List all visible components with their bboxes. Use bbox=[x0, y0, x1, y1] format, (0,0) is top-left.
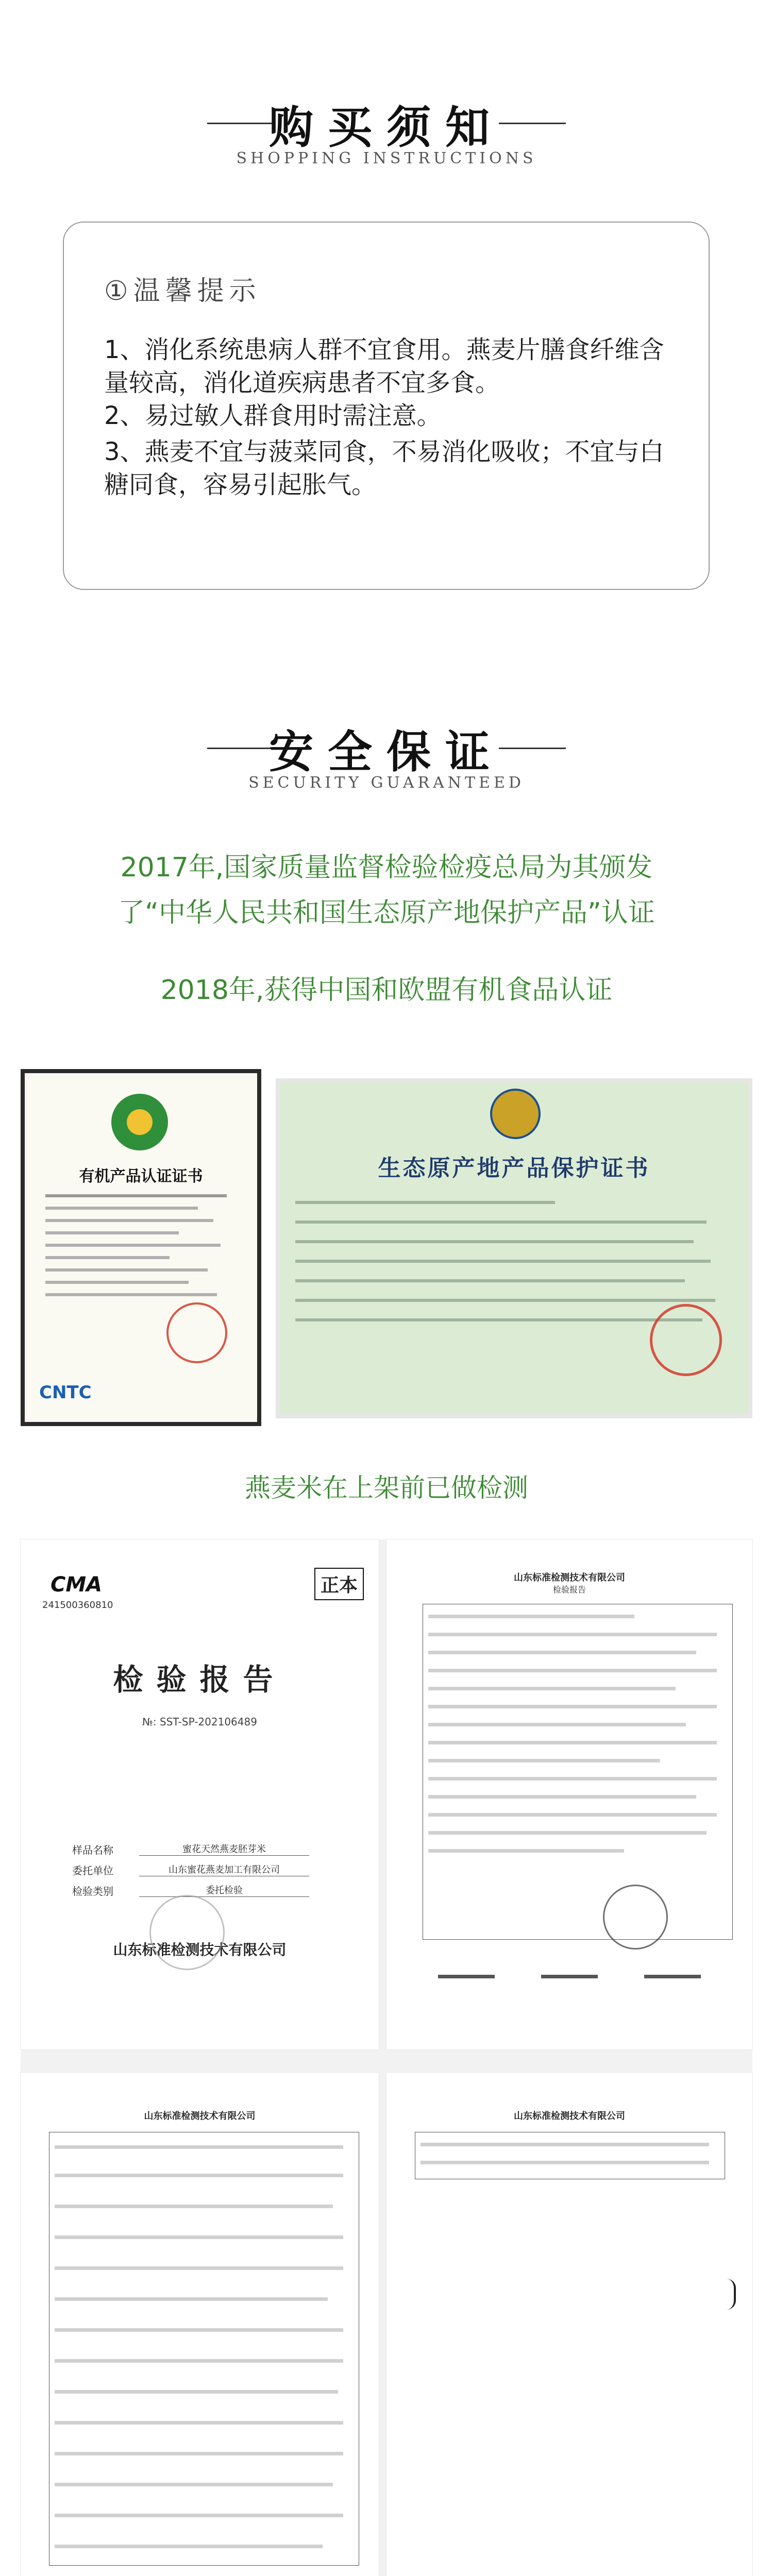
report-results-page bbox=[21, 2073, 379, 2576]
report-title: 检验报告 bbox=[113, 1662, 287, 1697]
organic-stamp-icon bbox=[166, 1302, 227, 1363]
tip-3: 3、燕麦不宜与菠菜同食，不易消化吸收；不宜与白糖同食，容易引起胀气。 bbox=[104, 437, 664, 499]
cover-stamp-icon bbox=[149, 1895, 225, 1970]
page-curl-mark bbox=[727, 2279, 736, 2310]
security-title: 安全保证 bbox=[269, 726, 504, 778]
report-cover-page bbox=[21, 1539, 379, 2049]
security-subtitle: SECURITY GUARANTEED bbox=[248, 774, 525, 792]
shopping-title: 购买须知 bbox=[269, 102, 504, 154]
organic-cert-text-lines bbox=[45, 1194, 236, 1306]
eco-origin-certificate-image bbox=[276, 1078, 752, 1418]
inspection-report-images bbox=[21, 1539, 752, 2576]
security-line-1a: 2017年,国家质量监督检验检疫总局为其颁发 bbox=[120, 852, 653, 883]
eco-stamp-icon bbox=[650, 1304, 722, 1376]
tips-heading: ①温馨提示 bbox=[104, 276, 261, 307]
report-field-2-value: 山东蜜花燕麦加工有限公司 bbox=[139, 1862, 309, 1876]
security-line-1b: 了“中华人民共和国生态原产地保护产品”认证 bbox=[118, 897, 655, 928]
page4-table bbox=[415, 2132, 725, 2179]
page2-subheader: 检验报告 bbox=[552, 1585, 586, 1595]
inspection-caption: 燕麦米在上架前已做检测 bbox=[245, 1473, 528, 1503]
report-number: №: SST-SP-202106489 bbox=[142, 1716, 257, 1728]
national-emblem-icon bbox=[490, 1089, 541, 1139]
original-stamp: 正本 bbox=[314, 1568, 364, 1600]
page3-table bbox=[49, 2132, 359, 2566]
signatures bbox=[438, 1967, 706, 1988]
report-last-page bbox=[386, 2073, 752, 2576]
report-field-3-label: 检验类别 bbox=[72, 1885, 113, 1897]
report-field-1-label: 样品名称 bbox=[72, 1844, 113, 1856]
eco-cert-title: 生态原产地产品保护证书 bbox=[378, 1155, 650, 1181]
tip-2: 2、易过敏人群食用时需注意。 bbox=[104, 401, 442, 430]
tips-box bbox=[63, 222, 710, 590]
page2-table bbox=[423, 1604, 733, 1940]
page4-header: 山东标准检测技术有限公司 bbox=[514, 2111, 625, 2122]
page2-header: 山东标准检测技术有限公司 bbox=[514, 1572, 625, 1583]
cntc-logo: CNTC bbox=[39, 1382, 92, 1403]
organic-logo-icon bbox=[111, 1094, 168, 1150]
page3-header: 山东标准检测技术有限公司 bbox=[144, 2111, 256, 2122]
security-line-2: 2018年,获得中国和欧盟有机食品认证 bbox=[160, 975, 613, 1006]
report-field-3-value: 委托检验 bbox=[139, 1883, 309, 1897]
report-issuer: 山东标准检测技术有限公司 bbox=[113, 1941, 287, 1958]
report-field-1-value: 蜜花天然燕麦胚芽米 bbox=[139, 1842, 309, 1856]
cma-number: 241500360810 bbox=[42, 1600, 113, 1611]
report-detail-page bbox=[386, 1539, 752, 2049]
cma-logo: CMA bbox=[51, 1573, 103, 1597]
shopping-subtitle: SHOPPING INSTRUCTIONS bbox=[236, 149, 537, 167]
organic-cert-title: 有机产品认证证书 bbox=[79, 1167, 203, 1185]
page2-stamp-icon bbox=[603, 1885, 668, 1950]
tip-1: 1、消化系统患病人群不宜食用。燕麦片膳食纤维含量较高，消化道疾病患者不宜多食。 bbox=[104, 335, 664, 397]
report-field-2-label: 委托单位 bbox=[72, 1865, 113, 1877]
organic-certificate-image bbox=[21, 1069, 261, 1426]
